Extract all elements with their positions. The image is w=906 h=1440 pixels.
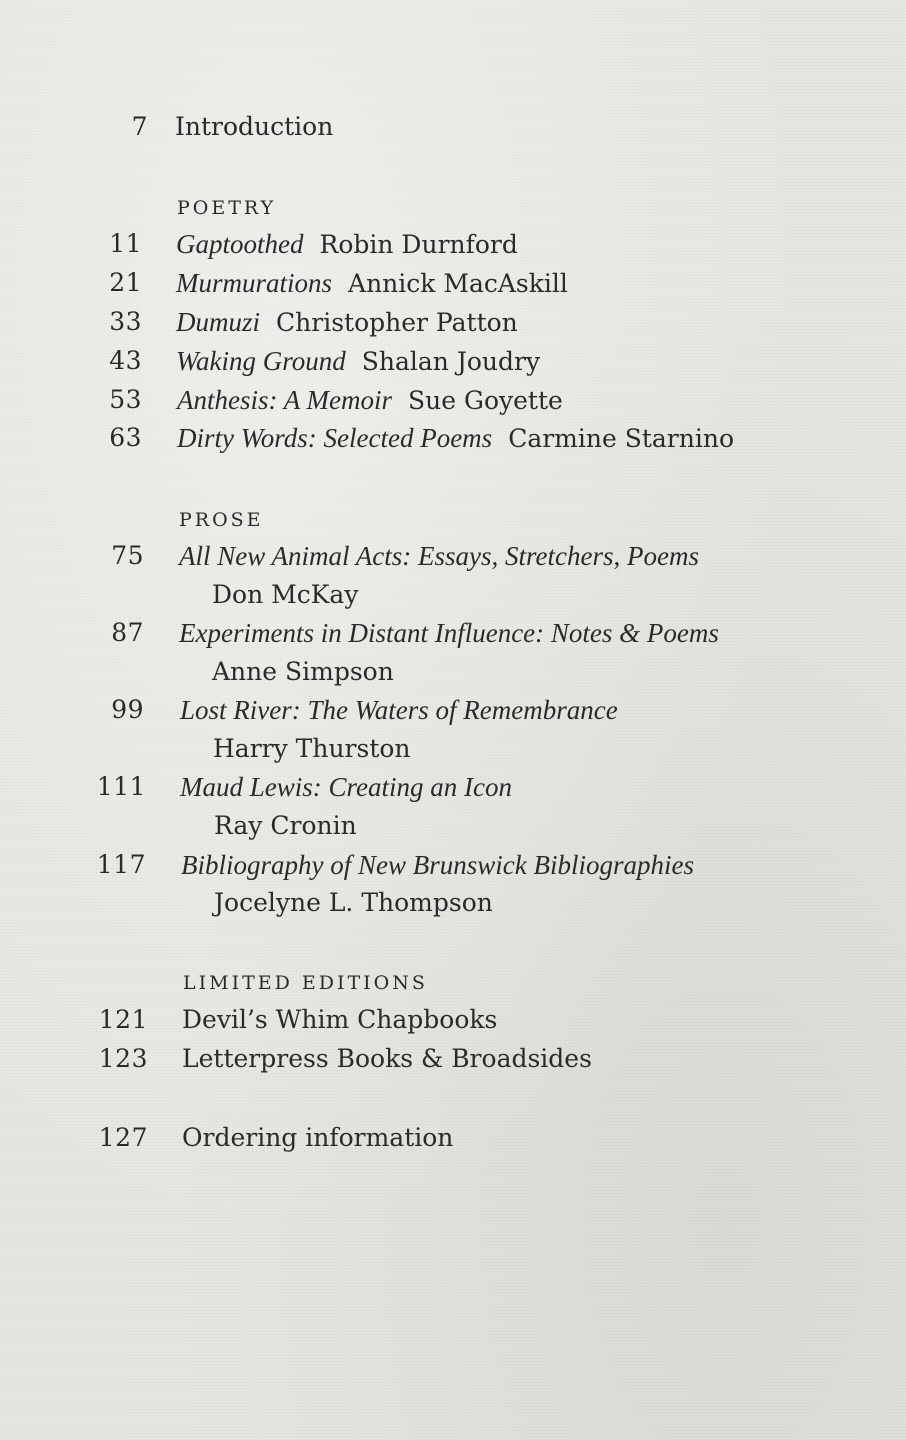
page-number: 127	[98, 1123, 148, 1152]
entry-text	[177, 418, 734, 459]
entry-title: Experiments in Distant Influence: Notes & Poems	[179, 618, 719, 648]
page-number: 11	[109, 229, 142, 258]
entry-text	[177, 380, 563, 421]
toc-entry-ordering	[0, 1118, 906, 1158]
entry-title: Dirty Words: Selected Poems	[177, 423, 493, 453]
entry-text	[176, 224, 518, 265]
toc-entry-introduction	[0, 107, 906, 147]
toc-entry	[0, 380, 906, 420]
entry-title: Lost River: The Waters of Remembrance	[180, 695, 618, 725]
entry-author: Robin Durnford	[319, 230, 518, 259]
page-number: 7	[131, 112, 148, 141]
entry-title: Ordering information	[182, 1123, 454, 1152]
entry-author: Jocelyne L. Thompson	[214, 888, 493, 917]
entry-author: Shalan Joudry	[361, 347, 541, 376]
page-number: 87	[111, 618, 144, 647]
toc-entry	[0, 1039, 906, 1079]
entry-title: Waking Ground	[176, 346, 346, 376]
page-number: 123	[98, 1044, 148, 1073]
page-number: 33	[109, 307, 142, 336]
entry-title: Dumuzi	[176, 307, 261, 337]
entry-title: Letterpress Books & Broadsides	[182, 1044, 592, 1073]
toc-entry	[0, 341, 906, 381]
toc-entry	[0, 767, 906, 807]
entry-author: Harry Thurston	[213, 734, 411, 763]
section-heading-prose: PROSE	[179, 509, 264, 531]
page-number: 99	[111, 695, 144, 724]
section-heading-poetry: POETRY	[177, 197, 277, 219]
entry-title: Maud Lewis: Creating an Icon	[180, 772, 512, 802]
entry-title: All New Animal Acts: Essays, Stretchers, Poems	[179, 541, 699, 571]
toc-entry	[0, 613, 906, 653]
entry-author: Don McKay	[212, 580, 359, 609]
entry-author: Ray Cronin	[214, 811, 357, 840]
page-number: 53	[109, 385, 142, 414]
entry-author: Anne Simpson	[212, 657, 394, 686]
paper-mark	[780, 1250, 816, 1272]
section-heading-limited-editions: LIMITED EDITIONS	[183, 972, 428, 994]
entry-author: Christopher Patton	[276, 308, 518, 337]
toc-entry	[0, 418, 906, 458]
page-number: 111	[96, 772, 146, 801]
page-number: 117	[96, 850, 146, 879]
entry-title: Gaptoothed	[176, 229, 304, 259]
page-number: 63	[109, 423, 142, 452]
page-number: 121	[98, 1005, 148, 1034]
entry-title: Introduction	[175, 112, 334, 141]
toc-entry	[0, 690, 906, 730]
entry-title: Bibliography of New Brunswick Bibliographies	[181, 850, 694, 880]
toc-entry	[0, 302, 906, 342]
entry-title: Devil’s Whim Chapbooks	[182, 1005, 498, 1034]
entry-author: Annick MacAskill	[348, 269, 568, 298]
entry-text	[176, 263, 568, 304]
entry-author: Carmine Starnino	[508, 424, 734, 453]
entry-text	[176, 341, 540, 382]
toc-entry	[0, 224, 906, 264]
page-number: 21	[109, 268, 142, 297]
page-number: 75	[111, 541, 144, 570]
toc-entry	[0, 1000, 906, 1040]
entry-text	[176, 302, 518, 343]
toc-entry	[0, 536, 906, 576]
toc-entry	[0, 263, 906, 303]
entry-author: Sue Goyette	[408, 386, 563, 415]
entry-title: Anthesis: A Memoir	[177, 385, 392, 415]
entry-title: Murmurations	[176, 268, 333, 298]
toc-entry	[0, 845, 906, 885]
page-number: 43	[109, 346, 142, 375]
